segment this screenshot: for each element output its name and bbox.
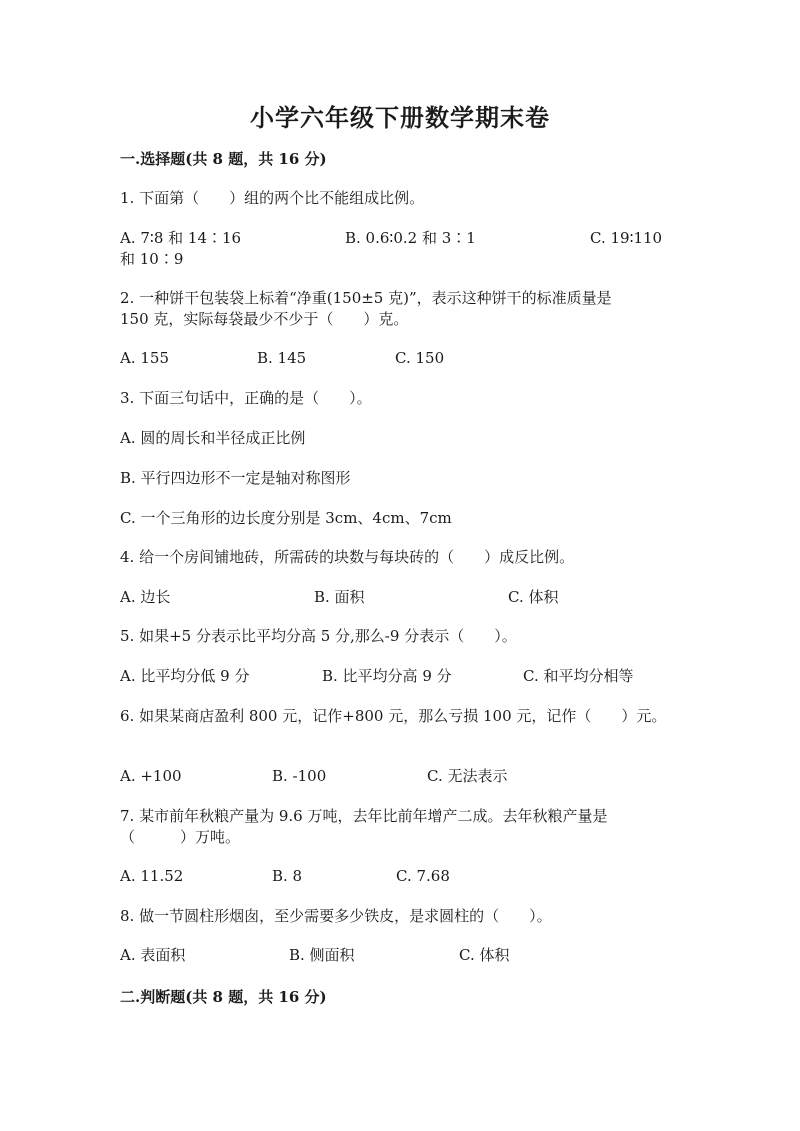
question-2-option-b: B. 145 <box>257 349 307 367</box>
question-2-option-a: A. 155 <box>120 349 169 367</box>
question-8-option-a: A. 表面积 <box>120 946 186 964</box>
question-1-option-a: A. 7∶8 和 14∶16 <box>120 229 242 247</box>
question-5-option-c: C. 和平均分相等 <box>523 667 634 685</box>
question-4-option-a: A. 边长 <box>120 588 171 606</box>
section-heading-true-false: 二.判断题(共 8 题，共 16 分) <box>120 988 327 1006</box>
question-1-option-b: B. 0.6∶0.2 和 3∶1 <box>345 229 476 247</box>
question-1-option-c: C. 19∶110 <box>590 229 663 247</box>
question-7-option-c: C. 7.68 <box>396 867 450 885</box>
question-5-option-a: A. 比平均分低 9 分 <box>120 667 250 685</box>
question-1-option-c-continued: 和 10∶9 <box>120 250 184 268</box>
question-6-stem: 6. 如果某商店盈利 800 元，记作+800 元，那么亏损 100 元，记作（ ）元。 <box>120 707 667 725</box>
section-heading-multiple-choice: 一.选择题(共 8 题，共 16 分) <box>120 150 327 168</box>
question-2-stem-line-2: 150 克，实际每袋最少不少于（ ）克。 <box>120 310 409 328</box>
question-4-stem: 4. 给一个房间铺地砖，所需砖的块数与每块砖的（ ）成反比例。 <box>120 548 575 566</box>
question-2-option-c: C. 150 <box>395 349 445 367</box>
question-3-option-a: A. 圆的周长和半径成正比例 <box>120 429 306 447</box>
question-4-option-b: B. 面积 <box>314 588 365 606</box>
question-7-option-b: B. 8 <box>272 867 303 885</box>
question-1-stem: 1. 下面第（ ）组的两个比不能组成比例。 <box>120 189 425 207</box>
question-8-stem: 8. 做一节圆柱形烟囱，至少需要多少铁皮，是求圆柱的（ ）。 <box>120 907 552 925</box>
question-6-option-b: B. -100 <box>272 767 327 785</box>
question-8-option-b: B. 侧面积 <box>289 946 355 964</box>
question-4-option-c: C. 体积 <box>508 588 559 606</box>
question-5-option-b: B. 比平均分高 9 分 <box>322 667 452 685</box>
question-6-option-c: C. 无法表示 <box>427 767 508 785</box>
question-2-stem-line-1: 2. 一种饼干包装袋上标着“净重(150±5 克)”，表示这种饼干的标准质量是 <box>120 289 612 307</box>
question-3-option-c: C. 一个三角形的边长度分别是 3cm、4cm、7cm <box>120 509 452 527</box>
question-7-option-a: A. 11.52 <box>120 867 184 885</box>
question-5-stem: 5. 如果+5 分表示比平均分高 5 分,那么-9 分表示（ ）。 <box>120 627 517 645</box>
question-3-stem: 3. 下面三句话中，正确的是（ ）。 <box>120 389 372 407</box>
question-3-option-b: B. 平行四边形不一定是轴对称图形 <box>120 469 351 487</box>
exam-title: 小学六年级下册数学期末卷 <box>250 103 550 132</box>
question-7-stem-line-2: （ ）万吨。 <box>120 828 241 846</box>
question-7-stem-line-1: 7. 某市前年秋粮产量为 9.6 万吨，去年比前年增产二成。去年秋粮产量是 <box>120 807 608 825</box>
question-6-option-a: A. +100 <box>120 767 182 785</box>
question-8-option-c: C. 体积 <box>459 946 510 964</box>
